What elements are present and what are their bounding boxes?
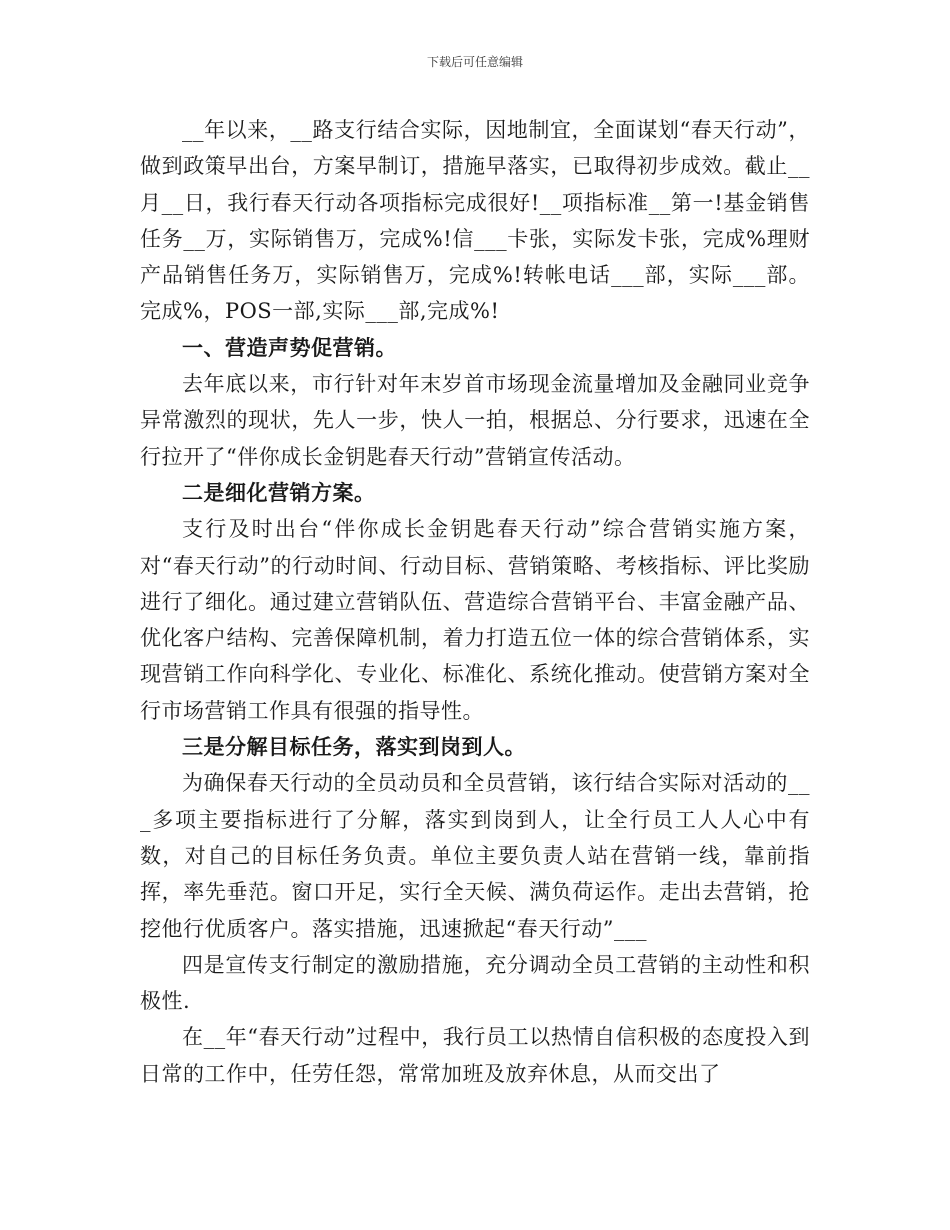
page-header: 下载后可任意编辑 <box>426 55 523 69</box>
paragraph-2: 支行及时出台“伴你成长金钥匙春天行动”综合营销实施方案，对“春天行动”的行动时间、行动目标、营销策略、考核指标、评比奖励进行了细化。通过建立营销队伍、营造综合营销平台、丰富金融产品、优化客户结构、完善保障机制，着力打造五位一体的综合营销体系，实现营销工作向科学化、专业化、标准化、系统化推动。使营销方案对全行市场营销工作具有很强的指导性。 <box>140 517 810 723</box>
section-heading-2: 二是细化营销方案。 <box>182 479 376 505</box>
paragraph-4: 四是宣传支行制定的激励措施，充分调动全员工营销的主动性和积极性. <box>140 952 810 1014</box>
document-body <box>140 112 810 1092</box>
paragraph-1: 去年底以来，市行针对年末岁首市场现金流量增加及金融同业竞争异常激烈的现状，先人一步，快人一拍，根据总、分行要求，迅速在全行拉开了“伴你成长金钥匙春天行动”营销宣传活动。 <box>140 372 810 469</box>
paragraph-5: 在__年“春天行动”过程中，我行员工以热情自信积极的态度投入到日常的工作中，任劳任怨，常常加班及放弃休息，从而交出了 <box>140 1025 810 1086</box>
section-heading-3: 三是分解目标任务，落实到岗到人。 <box>182 734 526 760</box>
paragraph-intro: __年以来，__路支行结合实际，因地制宜，全面谋划“春天行动”，做到政策早出台，方案早制订，措施早落实，已取得初步成效。截止__月__日，我行春天行动各项指标完成很好!__项指标准__第一!基金销售任务__万，实际销售万，完成%!信___卡张，实际发卡张，完成%理财产品销售任务万，实际销售万，完成%!转帐电话___部，实际___部。完成%，POS一部,实际___部,完成%! <box>140 118 810 324</box>
section-heading-1: 一、营造声势促营销。 <box>182 334 397 360</box>
paragraph-3: 为确保春天行动的全员动员和全员营销，该行结合实际对活动的___多项主要指标进行了分解，落实到岗到人，让全行员工人人心中有数，对自己的目标任务负责。单位主要负责人站在营销一线，靠前指挥，率先垂范。窗口开足，实行全天候、满负荷运作。走出去营销，抢挖他行优质客户。落实措施，迅速掀起“春天行动”___ <box>140 771 810 941</box>
